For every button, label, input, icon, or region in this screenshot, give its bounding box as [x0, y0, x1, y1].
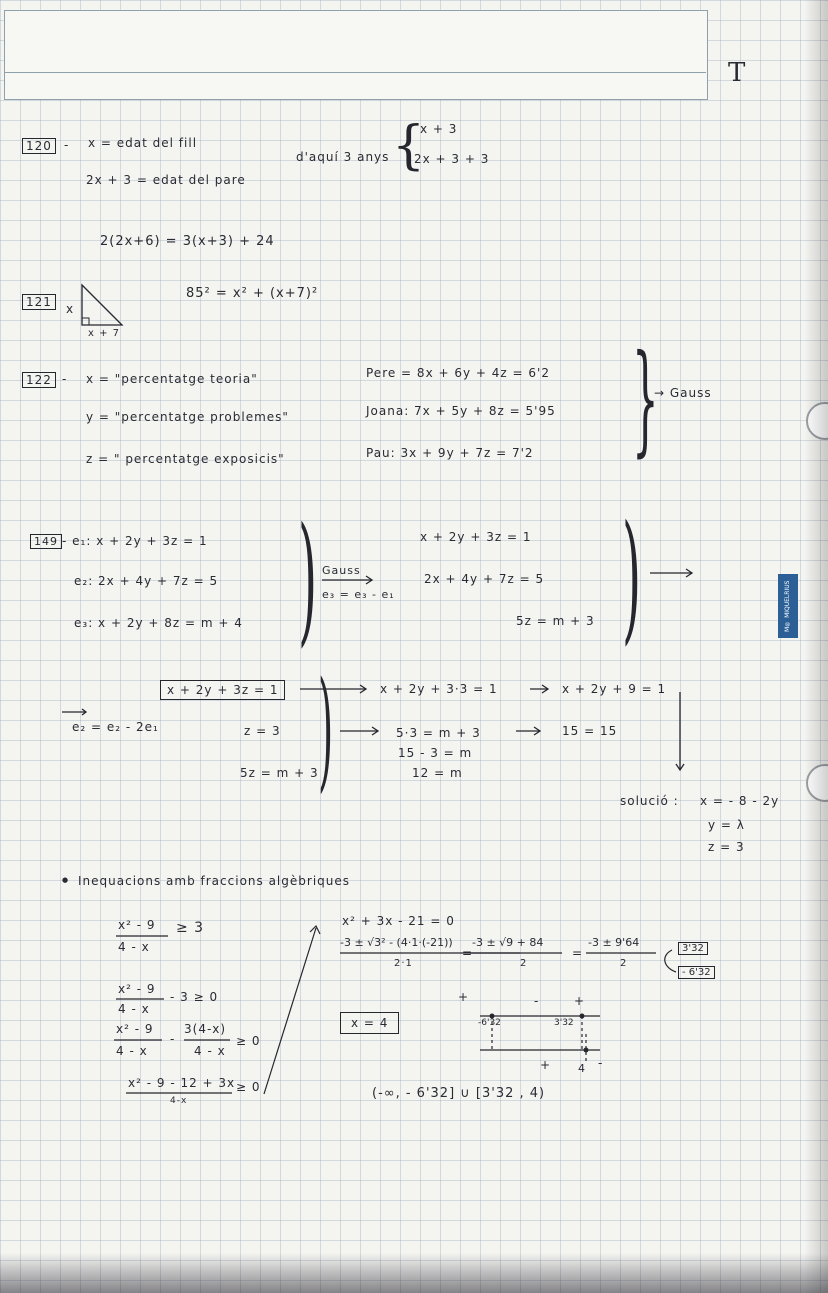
- problem-122-y-def: y = "percentatge problemes": [86, 410, 289, 424]
- sign-tick-1: -6'32: [478, 1018, 501, 1028]
- problem-149-sub1: x + 2y + 3·3 = 1: [380, 682, 498, 696]
- problem-149-gauss-label: Gauss: [322, 564, 361, 577]
- miquelrius-logo: M® MIQUELRIUS: [778, 574, 798, 638]
- section-title: Inequacions amb fraccions algèbriques: [78, 874, 351, 888]
- sign-tick-3: 4: [578, 1062, 586, 1075]
- problem-149-brace-right: ): [622, 496, 642, 659]
- sign-tick-2: 3'32: [554, 1018, 574, 1028]
- ineq-formula-num: -3 ± √3² - (4·1·(-21)): [340, 936, 453, 949]
- ineq-step2-num: -3 ± √9 + 84: [472, 936, 544, 949]
- problem-121-equation: 85² = x² + (x+7)²: [186, 286, 319, 301]
- problem-149-op2: e₂ = e₂ - 2e₁: [72, 720, 159, 734]
- ineq-x-box: x = 4: [340, 1012, 399, 1034]
- page-edge-shadow: [804, 0, 828, 1293]
- problem-149-e1: - e₁: x + 2y + 3z = 1: [62, 534, 208, 548]
- problem-122-pere: Pere = 8x + 6y + 4z = 6'2: [366, 366, 550, 380]
- sign-bot-right: -: [598, 1056, 604, 1070]
- problem-122-pau: Pau: 3x + 9y + 7z = 7'2: [366, 446, 534, 460]
- ineq-l3-den2: 4 - x: [194, 1044, 226, 1058]
- ineq-l4-num: x² - 9 - 12 + 3x: [128, 1076, 236, 1090]
- problem-149-sol-x: x = - 8 - 2y: [700, 794, 780, 808]
- problem-121-side-left: x: [66, 302, 75, 316]
- ineq-solution-interval: (-∞, - 6'32] ∪ [3'32 , 4): [372, 1086, 546, 1101]
- problem-122-brace: }: [632, 330, 659, 469]
- ineq-step3-num: -3 ± 9'64: [588, 936, 640, 949]
- ineq-l3-num2: 3(4-x): [184, 1022, 227, 1036]
- ineq-l2-rhs: - 3 ≥ 0: [170, 990, 219, 1004]
- problem-120-dash: -: [64, 138, 70, 152]
- problem-149-s3: 5z = m + 3: [240, 766, 319, 780]
- ineq-l3-num1: x² - 9: [116, 1022, 154, 1036]
- ineq-l3-minus: -: [170, 1032, 176, 1046]
- problem-120-equation: 2(2x+6) = 3(x+3) + 24: [100, 234, 275, 249]
- ineq-root-2: - 6'32: [678, 966, 715, 979]
- problem-122-x-def: x = "percentatge teoria": [86, 372, 258, 386]
- ineq-step2-den: 2: [520, 958, 528, 969]
- problem-149-sub2: 5·3 = m + 3: [396, 726, 481, 740]
- sign-bot-mid: +: [540, 1058, 552, 1072]
- sign-top-mid: -: [534, 994, 540, 1008]
- ineq-l1-rhs: ≥ 3: [176, 920, 205, 936]
- ineq-eq2: =: [572, 946, 584, 960]
- problem-120-in3years: d'aquí 3 anys: [296, 150, 390, 164]
- problem-121-label: 121: [22, 294, 56, 310]
- problem-149-label: 149: [30, 534, 62, 549]
- problem-120-brace: {: [392, 116, 426, 176]
- problem-149-gauss-op: e₃ = e₃ - e₁: [322, 588, 395, 601]
- problem-149-sub2b: 15 = 15: [562, 724, 618, 738]
- problem-149-sub3: 15 - 3 = m: [398, 746, 473, 760]
- problem-149-s2: z = 3: [244, 724, 281, 738]
- ineq-l3-rhs: ≥ 0: [236, 1034, 261, 1048]
- problem-149-e2: e₂: 2x + 4y + 7z = 5: [74, 574, 219, 588]
- ineq-l4-rhs: ≥ 0: [236, 1080, 261, 1094]
- ineq-quadratic: x² + 3x - 21 = 0: [342, 914, 455, 928]
- problem-149-sol-y: y = λ: [708, 818, 745, 832]
- ineq-l4-den: 4-x: [170, 1096, 188, 1106]
- problem-120-father-def: 2x + 3 = edat del pare: [86, 173, 246, 187]
- problem-120-label: 120: [22, 138, 56, 154]
- problem-149-brace-sub: ): [318, 653, 334, 805]
- problem-122-method: → Gauss: [654, 386, 712, 400]
- problem-122-z-def: z = " percentatge exposicis": [86, 452, 285, 466]
- problem-122-joana: Joana: 7x + 5y + 8z = 5'95: [366, 404, 556, 418]
- problem-122-dash: -: [62, 372, 68, 386]
- page-bottom-shadow: [0, 1253, 828, 1293]
- problem-120-case-a: x + 3: [420, 122, 458, 136]
- ineq-l2-den: 4 - x: [118, 1002, 150, 1016]
- ineq-l1-den: 4 - x: [118, 940, 150, 954]
- section-bullet: ●: [62, 876, 70, 884]
- ineq-formula-den: 2·1: [394, 958, 413, 969]
- problem-149-sub4: 12 = m: [412, 766, 463, 780]
- problem-120-x-def: x = edat del fill: [88, 136, 198, 150]
- ineq-eq1: =: [462, 946, 474, 960]
- problem-120-case-b: 2x + 3 + 3: [414, 152, 490, 166]
- problem-121-side-bottom: x + 7: [88, 328, 121, 339]
- ineq-l3-den1: 4 - x: [116, 1044, 148, 1058]
- problem-149-solution-label: solució :: [620, 794, 679, 808]
- corner-mark: T: [728, 58, 747, 88]
- sign-top-right: +: [574, 994, 586, 1008]
- problem-149-brace-left: ): [298, 498, 318, 661]
- problem-149-s1: x + 2y + 3z = 1: [160, 680, 285, 700]
- problem-149-r3: 5z = m + 3: [516, 614, 595, 628]
- problem-149-sub1b: x + 2y + 9 = 1: [562, 682, 667, 696]
- problem-149-e3: e₃: x + 2y + 8z = m + 4: [74, 616, 243, 630]
- problem-149-r1: x + 2y + 3z = 1: [420, 530, 532, 544]
- ineq-step3-den: 2: [620, 958, 628, 969]
- ineq-l2-num: x² - 9: [118, 982, 156, 996]
- problem-122-label: 122: [22, 372, 56, 388]
- ineq-root-1: 3'32: [678, 942, 708, 955]
- problem-149-sol-z: z = 3: [708, 840, 745, 854]
- ineq-l1-num: x² - 9: [118, 918, 156, 932]
- problem-149-r2: 2x + 4y + 7z = 5: [424, 572, 545, 586]
- sign-top-left: +: [458, 990, 470, 1004]
